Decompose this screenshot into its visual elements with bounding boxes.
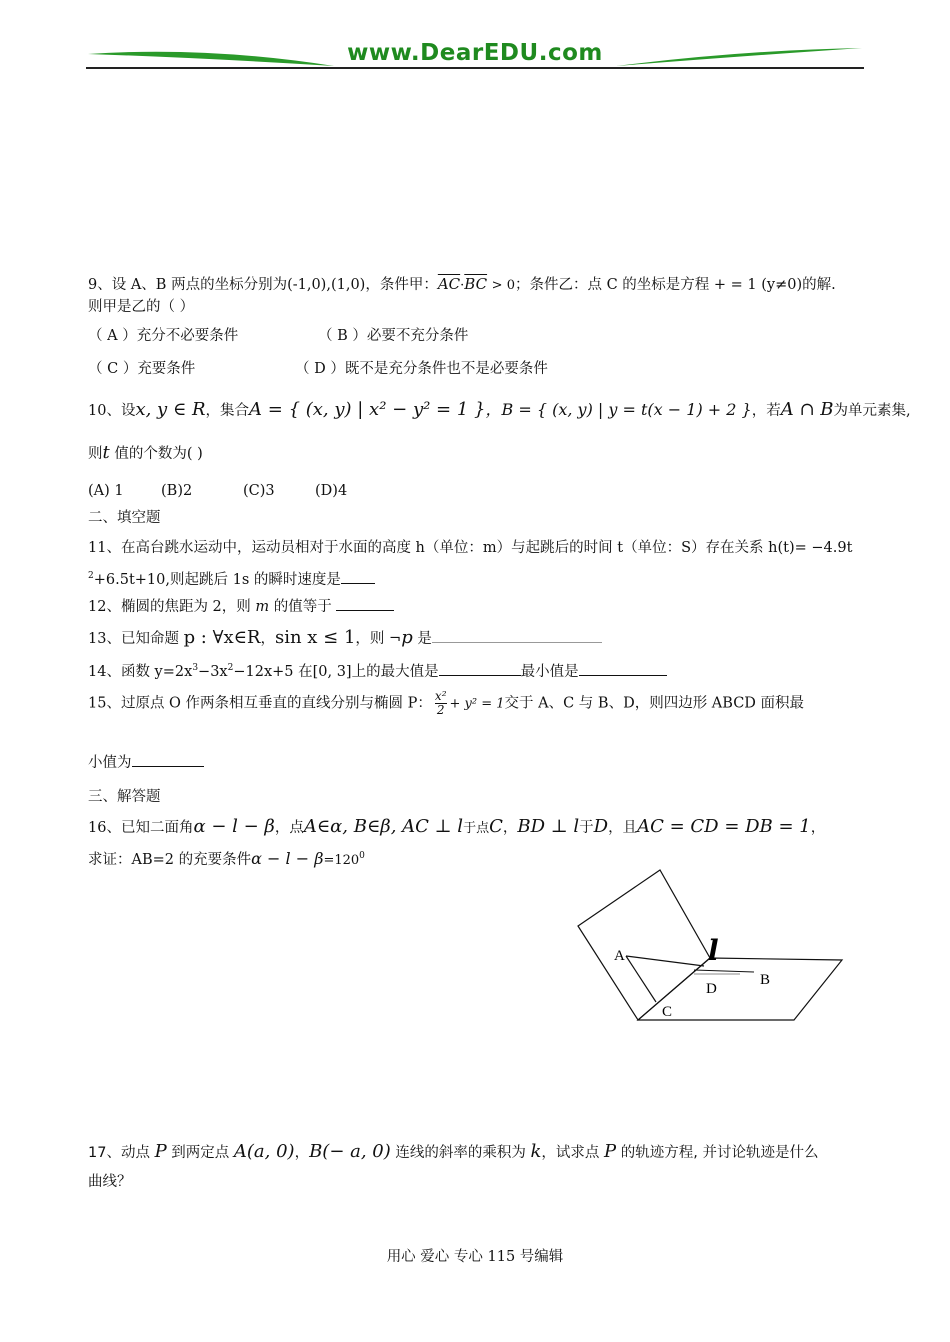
label-a: A bbox=[614, 948, 625, 964]
q10-option-b[interactable]: (B)2 bbox=[161, 483, 193, 499]
vector-ac: $\overline{AC}$ bbox=[437, 275, 461, 293]
label-d: D bbox=[706, 981, 717, 997]
q9-option-c[interactable]: （ C ）充要条件 bbox=[88, 361, 196, 377]
q9-option-d[interactable]: （ D ）既不是充分条件也不是必要条件 bbox=[295, 361, 548, 377]
q11-line2: $^2$+6.5t+10,则起跳后 1s 的瞬时速度是 bbox=[88, 566, 375, 590]
q10-option-d[interactable]: (D)4 bbox=[315, 483, 348, 499]
q15-fraction: $\frac{\text{x²}}{2}$ bbox=[434, 689, 447, 717]
q9-line1: 9、设 A、B 两点的坐标分别为(-1,0),(1,0)，条件甲：$\overline{AC}\cdot\overline{BC} > 0$；条件乙：点 C 的坐标是方程 + = 1 (y≠0)的解. bbox=[88, 275, 836, 293]
q11-line1: 11、在高台跳水运动中，运动员相对于水面的高度 h（单位：m）与起跳后的时间 t（单位：S）存在关系 h(t)= −4.9t bbox=[88, 540, 853, 556]
plane-alpha bbox=[578, 870, 710, 1020]
q10-vars: x, y ∈ R bbox=[135, 399, 206, 420]
q10-intersection: A ∩ B bbox=[780, 399, 834, 420]
label-b: B bbox=[760, 972, 771, 988]
q10-set-a: A = { (x, y) | x² − y² = 1 } bbox=[249, 399, 486, 420]
q17-line1: 17、动点 P 到两定点 A(a, 0)，B(− a, 0) 连线的斜率的乘积为 k，试求点 P 的轨迹方程, 并讨论轨迹是什么 bbox=[88, 1141, 819, 1162]
q11-answer-blank[interactable] bbox=[341, 569, 375, 584]
q14-max-blank[interactable] bbox=[439, 661, 521, 676]
q16-line2: 求证：AB=2 的充要条件$\alpha - l - \beta=120^0$ bbox=[88, 848, 365, 868]
q9-line2: 则甲是乙的（ ） bbox=[88, 299, 195, 315]
q9-option-b[interactable]: （ B ）必要不充分条件 bbox=[318, 328, 469, 344]
label-c: C bbox=[662, 1004, 673, 1020]
dihedral-angle-figure bbox=[570, 862, 860, 1027]
q13-line: 13、已知命题 p : ∀x∈R，sin x ≤ 1，则 ¬p 是 bbox=[88, 626, 602, 651]
q9-options-cd bbox=[88, 359, 548, 379]
q10-option-c[interactable]: (C)3 bbox=[243, 483, 275, 499]
q15-answer-blank[interactable] bbox=[132, 752, 204, 767]
q9-option-a[interactable]: （ A ）充分不必要条件 bbox=[88, 328, 239, 344]
section-fill-in: 二、填空题 bbox=[88, 510, 161, 526]
vector-bc: $\overline{BC}$ bbox=[464, 275, 488, 293]
q17-line2: 曲线？ bbox=[88, 1174, 132, 1190]
q12-answer-blank[interactable] bbox=[336, 596, 394, 611]
segment-ad bbox=[626, 956, 704, 966]
q12-line: 12、椭圆的焦距为 2，则 m 的值等于 bbox=[88, 596, 394, 617]
q15-line2: 小值为 bbox=[88, 752, 204, 773]
q14-line: 14、函数 $y=2x^3-3x^2-12x+5$ 在[0, 3]上的最大值是 最小值是 bbox=[88, 658, 667, 682]
q14-min-blank[interactable] bbox=[579, 661, 667, 676]
q13-answer-blank[interactable] bbox=[432, 628, 602, 643]
q9-options-ab bbox=[88, 326, 468, 346]
site-logo-text[interactable]: www.DearEDU.com bbox=[347, 40, 603, 66]
q10-line2: 则t 值的个数为( ) bbox=[88, 442, 203, 463]
label-l: l bbox=[708, 934, 719, 967]
segment-db bbox=[694, 970, 754, 972]
q10-line1: 10、设x, y ∈ R，集合A = { (x, y) | x² − y² = 1 }，B = { (x, y) | y = t(x − 1) + 2 }，若A ∩ B为单元素集, bbox=[88, 399, 911, 420]
q16-line1: 16、已知二面角α − l − β，点A∈α, B∈β, AC ⊥ l于点C，BD ⊥ l于D，且AC = CD = DB = 1， bbox=[88, 816, 826, 837]
page-header bbox=[86, 36, 864, 76]
q15-line1: 15、过原点 O 作两条相互垂直的直线分别与椭圆 P： $\frac{\text{x²}}{2}$ + y² = 1交于 A、C 与 B、D，则四边形 ABCD 面积最 bbox=[88, 689, 805, 717]
section-solve: 三、解答题 bbox=[88, 789, 161, 805]
segment-ac bbox=[626, 956, 656, 1002]
page-footer: 用心 爱心 专心 115 号编辑 bbox=[386, 1249, 564, 1265]
header-rule bbox=[86, 67, 864, 69]
q10-set-b: ，B = { (x, y) | y = t(x − 1) + 2 } bbox=[485, 400, 752, 419]
q10-options bbox=[88, 481, 347, 501]
q10-option-a[interactable]: (A) 1 bbox=[88, 483, 124, 499]
